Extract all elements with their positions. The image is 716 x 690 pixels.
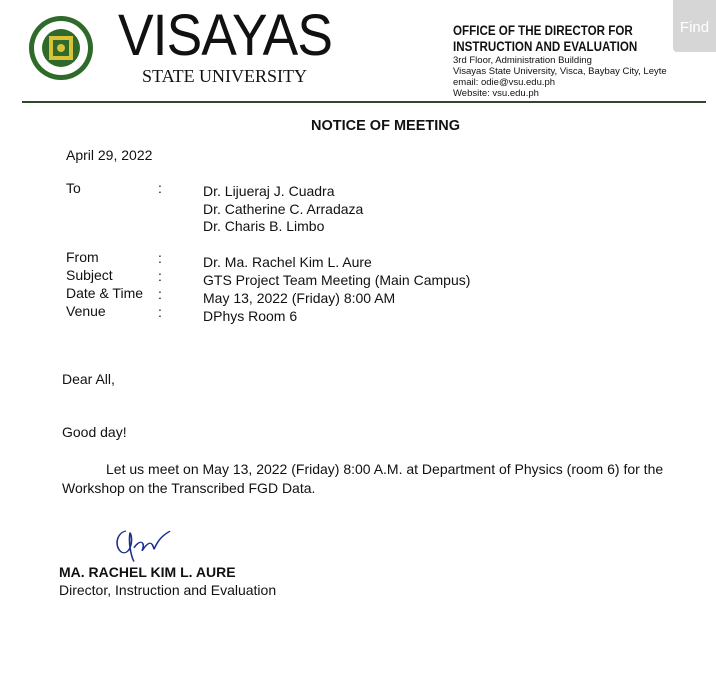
date: April 29, 2022	[66, 147, 153, 163]
signature	[112, 525, 182, 563]
signatory-name: MA. RACHEL KIM L. AURE	[59, 564, 236, 580]
recipient: Dr. Charis B. Limbo	[203, 218, 325, 234]
field-label-venue: Venue	[66, 303, 106, 319]
field-label-datetime: Date & Time	[66, 285, 144, 301]
colon: :	[158, 304, 162, 320]
field-label-subject: Subject	[66, 267, 113, 283]
colon: :	[158, 268, 162, 284]
brand-subtitle: STATE UNIVERSITY	[142, 66, 308, 86]
field-value-subject: GTS Project Team Meeting (Main Campus)	[203, 272, 471, 288]
find-button[interactable]: Find	[673, 0, 716, 52]
recipient: Dr. Lijueraj J. Cuadra	[203, 183, 335, 199]
brand-name: VISAYAS	[118, 3, 333, 68]
body-line-2: Workshop on the Transcribed FGD Data.	[62, 480, 316, 496]
signatory-title: Director, Instruction and Evaluation	[59, 582, 277, 598]
address-line-2: Visayas State University, Visca, Baybay City, Leyte	[453, 66, 667, 77]
colon: :	[158, 180, 162, 196]
body-line-1: Let us meet on May 13, 2022 (Friday) 8:00 A.M. at Department of Physics (room 6) for the	[106, 461, 664, 477]
field-label-from: From	[66, 249, 99, 265]
salutation: Dear All,	[62, 371, 115, 387]
email: email: odie@vsu.edu.ph	[453, 77, 556, 88]
colon: :	[158, 286, 162, 302]
field-value-venue: DPhys Room 6	[203, 308, 298, 324]
field-value-from: Dr. Ma. Rachel Kim L. Aure	[203, 254, 372, 270]
recipient: Dr. Catherine C. Arradaza	[203, 201, 364, 217]
header-divider	[22, 101, 706, 103]
document-title: NOTICE OF MEETING	[311, 118, 461, 134]
office-line-2: INSTRUCTION AND EVALUATION	[453, 39, 638, 54]
address-line-1: 3rd Floor, Administration Building	[453, 55, 592, 66]
website: Website: vsu.edu.ph	[453, 88, 539, 99]
colon: :	[158, 250, 162, 266]
university-seal-logo	[28, 15, 94, 81]
field-label-to: To	[66, 180, 81, 196]
greeting: Good day!	[62, 424, 127, 440]
office-line-1: OFFICE OF THE DIRECTOR FOR	[453, 23, 633, 38]
field-value-datetime: May 13, 2022 (Friday) 8:00 AM	[203, 290, 396, 306]
